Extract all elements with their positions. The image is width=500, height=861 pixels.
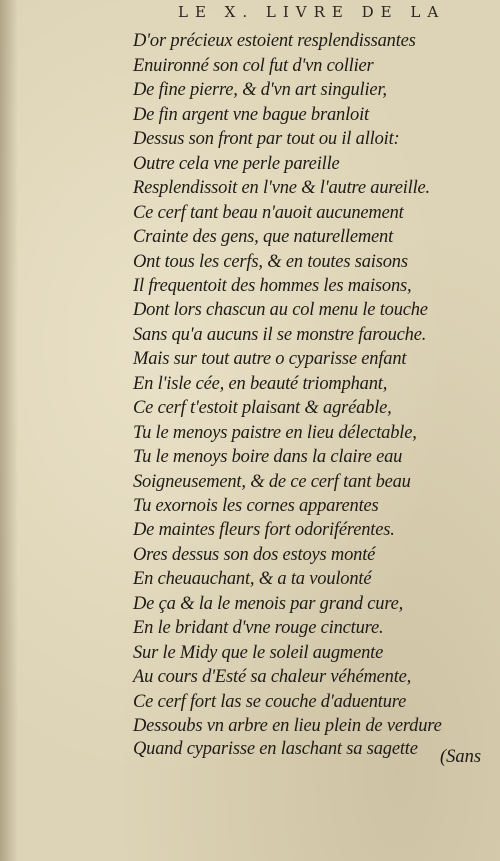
verse-line: De fin argent vne bague branloit xyxy=(133,105,369,125)
verse-line: Ce cerf fort las se couche d'aduenture xyxy=(133,692,407,712)
verse-line: Tu le menoys paistre en lieu délectable, xyxy=(133,423,417,443)
verse-line: Dessus son front par tout ou il alloit: xyxy=(133,129,400,149)
verse-line: Ores dessus son dos estoys monté xyxy=(133,545,376,565)
verse-line: Dessoubs vn arbre en lieu plein de verdure xyxy=(133,716,442,736)
verse-line: Sans qu'a aucuns il se monstre farouche. xyxy=(133,325,427,345)
verse-line: Il frequentoit des hommes les maisons, xyxy=(133,276,412,296)
verse-line: Sur le Midy que le soleil augmente xyxy=(133,643,384,663)
verse-line: Outre cela vne perle pareille xyxy=(133,154,340,174)
verse-line: Crainte des gens, que naturellement xyxy=(133,227,394,247)
verse-line: De ça & la le menois par grand cure, xyxy=(133,594,404,614)
verse-line: Tu le menoys boire dans la claire eau xyxy=(133,447,403,467)
verse-line: En cheuauchant, & a ta voulonté xyxy=(133,569,372,589)
verse-line: Enuironné son col fut d'vn collier xyxy=(133,56,374,76)
running-header: LE X. LIVRE DE LA xyxy=(178,3,446,21)
verse-line: Ce cerf t'estoit plaisant & agréable, xyxy=(133,398,392,418)
verse-line: Soigneusement, & de ce cerf tant beau xyxy=(133,472,411,492)
verse-line: De maintes fleurs fort odoriférentes. xyxy=(133,520,395,540)
verse-line: Dont lors chascun au col menu le touche xyxy=(133,300,428,320)
verse-line: Ce cerf tant beau n'auoit aucunement xyxy=(133,203,404,223)
verse-line: Resplendissoit en l'vne & l'autre aureille. xyxy=(133,178,430,198)
verse-line: De fine pierre, & d'vn art singulier, xyxy=(133,80,387,100)
verse-line: Quand cyparisse en laschant sa sagette xyxy=(133,739,418,759)
verse-line: En l'isle cée, en beauté triomphant, xyxy=(133,374,388,394)
verse-line: D'or précieux estoient resplendissantes xyxy=(133,31,416,51)
verse-line: Mais sur tout autre o cyparisse enfant xyxy=(133,349,407,369)
verse-line: Tu exornois les cornes apparentes xyxy=(133,496,379,516)
verse-line: Ont tous les cerfs, & en toutes saisons xyxy=(133,252,408,272)
verse-line: En le bridant d'vne rouge cincture. xyxy=(133,618,384,638)
verse-line: Au cours d'Esté sa chaleur véhémente, xyxy=(133,667,412,687)
catchword: (Sans xyxy=(440,747,482,767)
